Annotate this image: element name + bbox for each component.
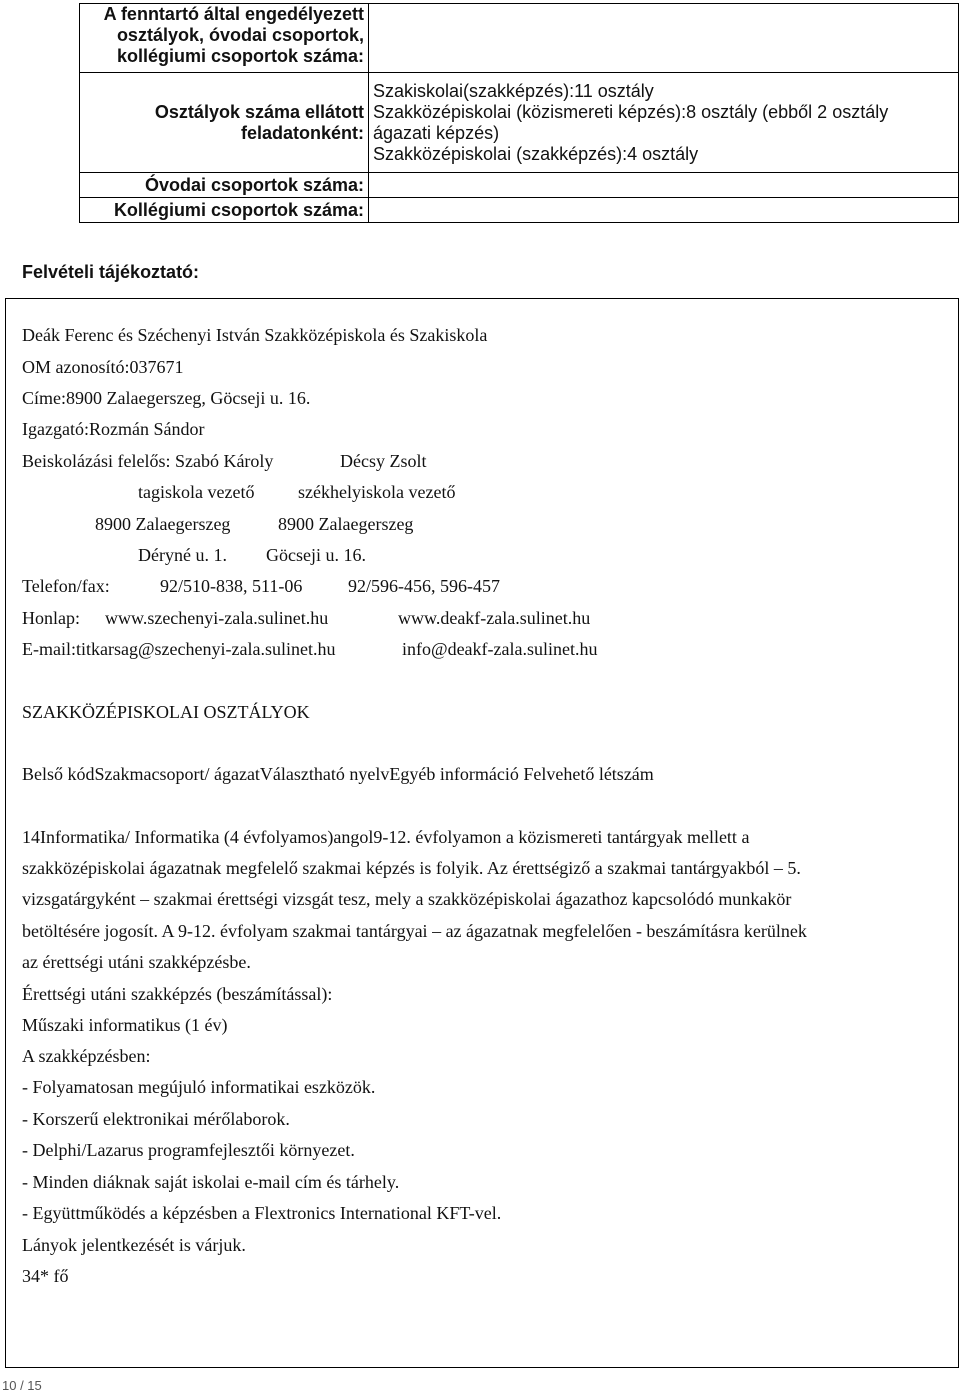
body-line: - Delphi/Lazarus programfejlesztői környezet. xyxy=(22,1140,355,1160)
enrollment-contact-b: Décsy Zsolt xyxy=(340,451,427,471)
street-a: Déryné u. 1. xyxy=(138,545,227,565)
dormitory-groups-value xyxy=(369,198,959,223)
page-number: 10 / 15 xyxy=(2,1378,42,1393)
director: Igazgató:Rozmán Sándor xyxy=(22,419,205,439)
street-b: Göcseji u. 16. xyxy=(266,545,366,565)
body-line: Lányok jelentkezését is várjuk. xyxy=(22,1235,246,1255)
role-a: tagiskola vezető xyxy=(138,482,255,502)
phone-a: 92/510-838, 511-06 xyxy=(160,576,303,596)
kindergarten-groups-value xyxy=(369,173,959,198)
city-a: 8900 Zalaegerszeg xyxy=(95,514,231,534)
body-line: A szakképzésben: xyxy=(22,1046,151,1066)
body-line: Érettségi utáni szakképzés (beszámítással): xyxy=(22,984,333,1004)
kindergarten-groups-label: Óvodai csoportok száma: xyxy=(80,173,369,198)
body-line: 14Informatika/ Informatika (4 évfolyamos)angol9-12. évfolyamon a közismereti tantárgyak mellett a xyxy=(22,827,750,847)
body-line: - Együttműködés a képzésben a Flextronics International KFT-vel. xyxy=(22,1203,502,1223)
class-count-value: Szakiskolai(szakképzés):11 osztály Szakközépiskolai (közismereti képzés):8 osztály (ebből 2 osztály ágazati képzés) Szakközépiskolai (szakképzés):4 osztály xyxy=(369,73,959,173)
licensed-groups-label: A fenntartó által engedélyezett osztályok, óvodai csoportok, kollégiumi csoportok száma: xyxy=(80,4,369,73)
phone-b: 92/596-456, 596-457 xyxy=(348,576,500,596)
website-label: Honlap: xyxy=(22,608,80,628)
website-a[interactable]: www.szechenyi-zala.sulinet.hu xyxy=(105,608,329,628)
body-line: betöltésére jogosít. A 9-12. évfolyam szakmai tantárgyai – az ágazatnak megfelelően - beszámításra kerülnek xyxy=(22,921,807,941)
body-line: - Korszerű elektronikai mérőlaborok. xyxy=(22,1109,290,1129)
om-id: OM azonosító:037671 xyxy=(22,357,184,377)
role-b: székhelyiskola vezető xyxy=(298,482,456,502)
dormitory-groups-label: Kollégiumi csoportok száma: xyxy=(80,198,369,223)
email-a[interactable]: E-mail:titkarsag@szechenyi-zala.sulinet.hu xyxy=(22,639,336,659)
body-line: szakközépiskolai ágazatnak megfelelő szakmai képzés is folyik. Az érettségiző a szakmai tantárgyakból – 5. xyxy=(22,858,801,878)
column-header: Belső kódSzakmacsoport/ ágazatVálasztható nyelvEgyéb információ Felvehető létszám xyxy=(22,764,654,784)
city-b: 8900 Zalaegerszeg xyxy=(278,514,414,534)
body-line: Műszaki informatikus (1 év) xyxy=(22,1015,228,1035)
body-line: vizsgatárgyként – szakmai érettségi vizsgát tesz, mely a szakközépiskolai ágazathoz kapcsolódó munkakör xyxy=(22,889,792,909)
licensed-groups-value xyxy=(369,4,959,73)
body-line: 34* fő xyxy=(22,1266,69,1286)
school-address: Címe:8900 Zalaegerszeg, Göcseji u. 16. xyxy=(22,388,311,408)
body-line: az érettségi utáni szakképzésbe. xyxy=(22,952,251,972)
summary-table xyxy=(79,3,959,223)
section-title: SZAKKÖZÉPISKOLAI OSZTÁLYOK xyxy=(22,702,310,722)
admission-info-heading: Felvételi tájékoztató: xyxy=(22,262,200,282)
body-line: - Folyamatosan megújuló informatikai eszközök. xyxy=(22,1077,376,1097)
email-b[interactable]: info@deakf-zala.sulinet.hu xyxy=(402,639,598,659)
school-name: Deák Ferenc és Széchenyi István Szakközépiskola és Szakiskola xyxy=(22,325,488,345)
body-line: - Minden diáknak saját iskolai e-mail cím és tárhely. xyxy=(22,1172,400,1192)
enrollment-contact-a: Beiskolázási felelős: Szabó Károly xyxy=(22,451,274,471)
class-count-label: Osztályok száma ellátott feladatonként: xyxy=(80,73,369,173)
phone-label: Telefon/fax: xyxy=(22,576,110,596)
website-b[interactable]: www.deakf-zala.sulinet.hu xyxy=(398,608,591,628)
